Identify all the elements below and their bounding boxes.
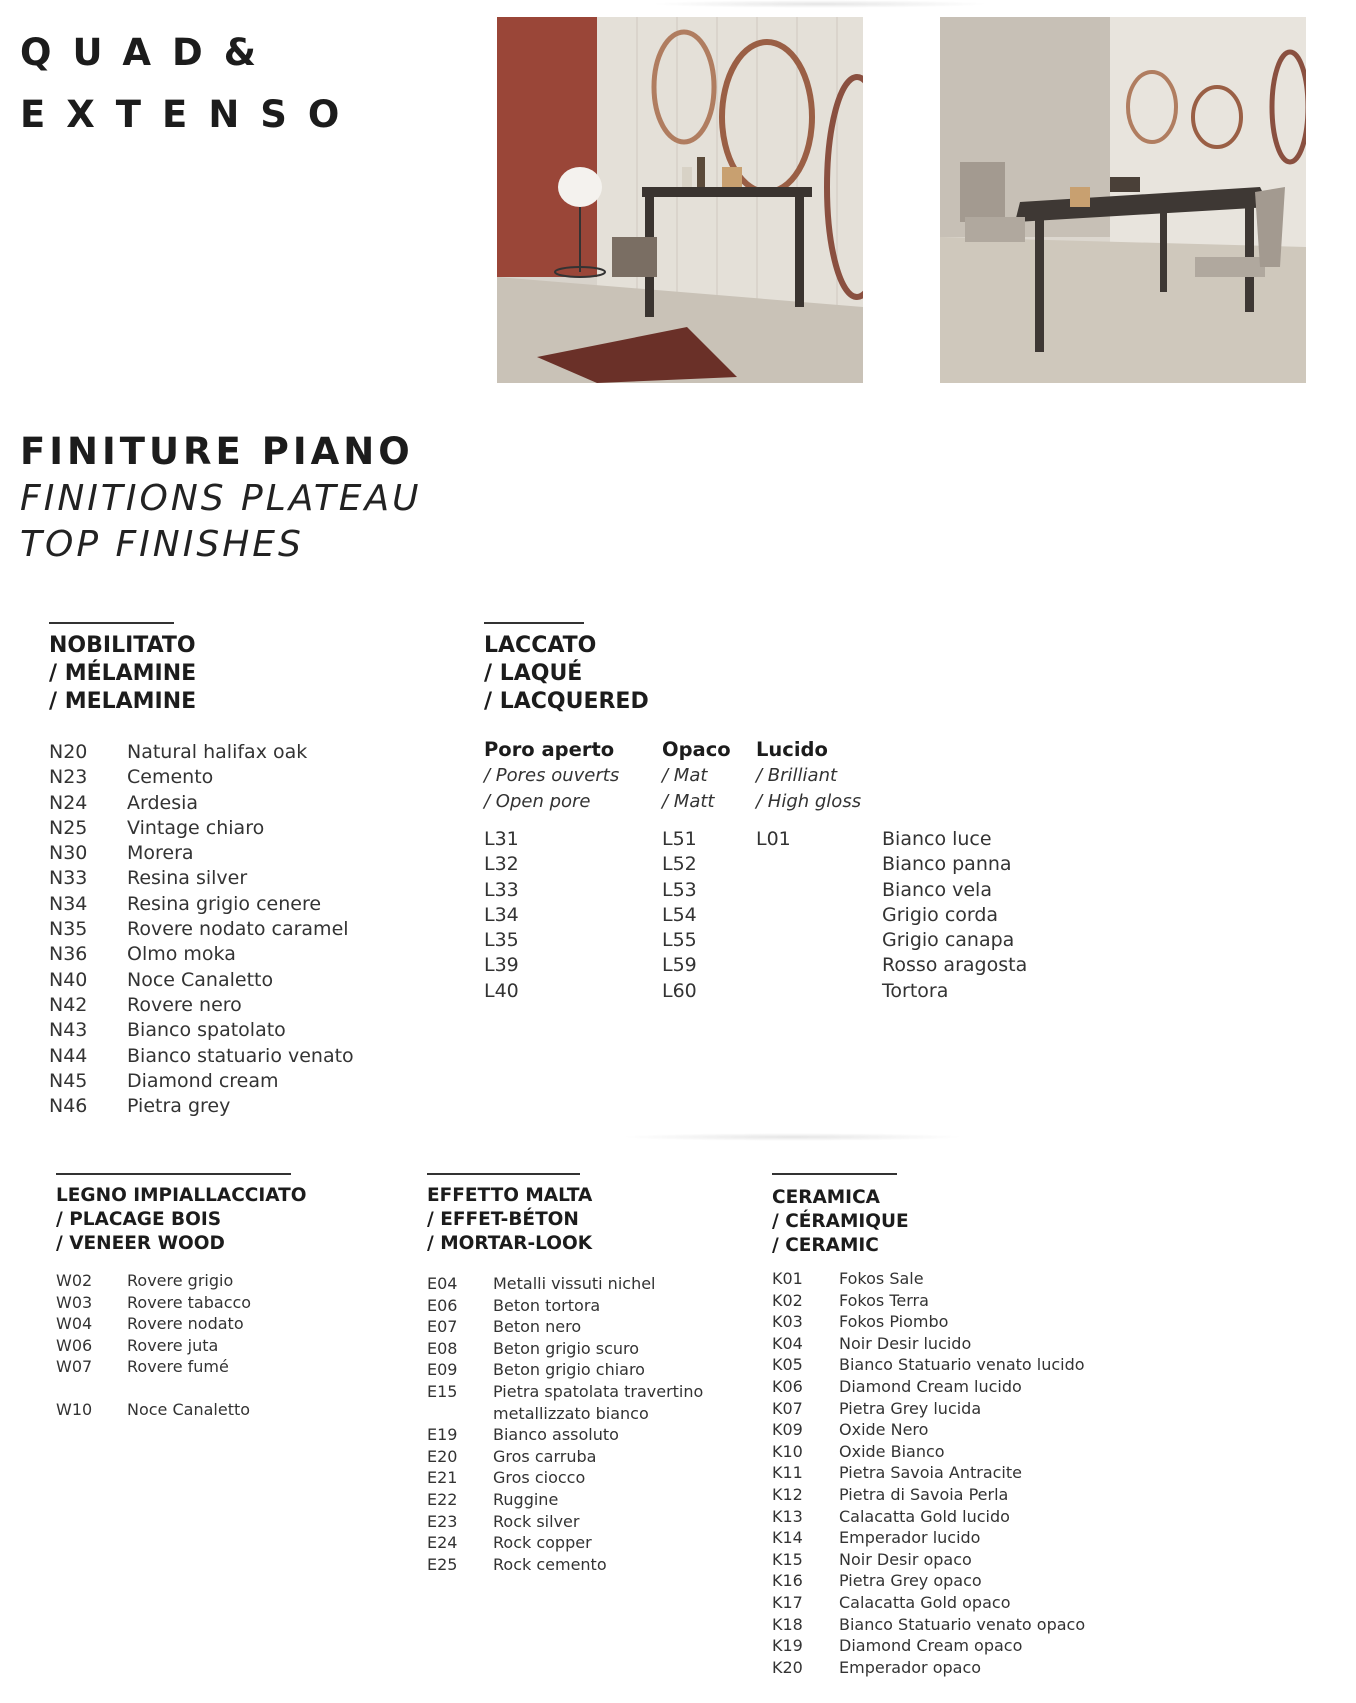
list-item: K14 Emperador lucido (772, 1528, 981, 1548)
list-item: W02 Rovere grigio (56, 1271, 234, 1290)
list-item: L34 (484, 903, 519, 926)
list-item: W04 Rovere nodato (56, 1314, 244, 1334)
extended-table-photo (940, 17, 1306, 383)
laccato-rule (484, 622, 584, 624)
list-item: N46 Pietra grey (49, 1095, 231, 1118)
list-item: Bianco luce (882, 828, 992, 850)
list-item: W10 Noce Canaletto (56, 1399, 251, 1419)
list-item: K03 Fokos Piombo (772, 1312, 949, 1332)
brand-line-2: EXTENSO (20, 93, 361, 136)
list-item: N33 Resina silver (49, 867, 248, 890)
list-item: K10 Oxide Bianco (772, 1441, 945, 1461)
malta-heading-it: EFFETTO MALTA (427, 1185, 593, 1206)
list-item: E15 Pietra spatolata travertino metallizzato bianco (427, 1381, 704, 1423)
list-item: L54 (662, 903, 697, 926)
list-item: Bianco vela (882, 878, 992, 901)
list-item: Grigio corda (882, 903, 999, 926)
list-item: W06 Rovere juta (56, 1335, 219, 1355)
list-item: L40 (484, 979, 519, 1002)
list-item: Tortora (882, 979, 949, 1002)
legno-list (56, 1270, 306, 1378)
nobilitato-list (49, 740, 354, 1119)
laccato-heading-en: / LACQUERED (484, 689, 649, 714)
list-item: E21 Gros ciocco (427, 1468, 586, 1488)
list-item: W07 Rovere fumé (56, 1357, 229, 1377)
laccato-col-title: Opaco (662, 738, 731, 761)
legno-list-extra (56, 1399, 306, 1421)
list-item: E06 Beton tortora (427, 1295, 601, 1315)
list-item: K18 Bianco Statuario venato opaco (772, 1614, 1086, 1634)
list-item: L01 (756, 828, 791, 850)
list-item: E09 Beton grigio chiaro (427, 1360, 645, 1380)
laccato-col-opaco (662, 737, 731, 1004)
list-item: N40 Noce Canaletto (49, 968, 274, 991)
nobilitato-heading-it: NOBILITATO (49, 633, 196, 658)
nobilitato-heading-fr: / MÉLAMINE (49, 661, 197, 686)
ceramica-group (772, 1186, 1085, 1678)
malta-list (427, 1273, 713, 1575)
list-item: K05 Bianco Statuario venato lucido (772, 1355, 1085, 1375)
list-item: Rosso aragosta (882, 954, 1028, 977)
list-item: N36 Olmo moka (49, 943, 236, 966)
list-item: K06 Diamond Cream lucido (772, 1376, 1022, 1396)
list-item: N44 Bianco statuario venato (49, 1044, 354, 1067)
list-item: E07 Beton nero (427, 1317, 582, 1337)
list-item: K19 Diamond Cream opaco (772, 1636, 1023, 1656)
ceramica-list (772, 1268, 1085, 1678)
laccato-col-en: / Open pore (484, 791, 591, 812)
list-item: N45 Diamond cream (49, 1069, 279, 1092)
list-item: E25 Rock cemento (427, 1554, 607, 1574)
legno-heading-en: / VENEER WOOD (56, 1233, 225, 1254)
nobilitato-heading-en: / MELAMINE (49, 689, 197, 714)
legno-group (56, 1184, 306, 1421)
list-item: K07 Pietra Grey lucida (772, 1398, 982, 1418)
laccato-col-fr: / Pores ouverts (484, 765, 620, 786)
list-item: E08 Beton grigio scuro (427, 1338, 640, 1358)
shadow-decoration (650, 0, 990, 8)
list-item: L39 (484, 954, 519, 977)
list-item: W03 Rovere tabacco (56, 1292, 252, 1312)
nobilitato-group (49, 632, 354, 1119)
malta-heading-en: / MORTAR-LOOK (427, 1233, 593, 1254)
list-item: N24 Ardesia (49, 791, 199, 814)
laccato-heading-it: LACCATO (484, 633, 597, 658)
section-heading (20, 428, 422, 568)
ceramica-heading-en: / CERAMIC (772, 1235, 879, 1256)
list-item: Bianco panna (882, 853, 1012, 876)
list-item: E19 Bianco assoluto (427, 1425, 619, 1445)
section-title-en: TOP FINISHES (20, 524, 304, 565)
nobilitato-rule (49, 622, 174, 624)
list-item: K13 Calacatta Gold lucido (772, 1506, 1010, 1526)
list-item: L53 (662, 878, 697, 901)
malta-group (427, 1184, 713, 1575)
list-item: L60 (662, 979, 697, 1002)
laccato-col-fr: / Mat (662, 765, 708, 786)
list-item: E22 Ruggine (427, 1489, 559, 1509)
list-item: E24 Rock copper (427, 1533, 592, 1553)
list-item: N20 Natural halifax oak (49, 741, 308, 763)
list-item: L51 (662, 828, 697, 850)
legno-heading-it: LEGNO IMPIALLACCIATO (56, 1185, 307, 1206)
legno-rule (56, 1173, 291, 1175)
list-item: L31 (484, 828, 519, 850)
section-title-it: FINITURE PIANO (20, 430, 414, 473)
list-item: K20 Emperador opaco (772, 1657, 982, 1677)
list-item: L55 (662, 929, 697, 952)
list-item: L35 (484, 929, 519, 952)
laccato-color-list (882, 827, 1027, 1004)
laccato-col-en: / High gloss (756, 791, 862, 812)
section-title-fr: FINITIONS PLATEAU (20, 478, 422, 519)
brand-title (20, 22, 360, 146)
list-item: K01 Fokos Sale (772, 1269, 924, 1288)
list-item: N23 Cemento (49, 766, 214, 789)
laccato-col-poro (484, 737, 619, 1004)
laccato-col-fr: / Brilliant (756, 765, 838, 786)
list-item: K02 Fokos Terra (772, 1290, 929, 1310)
list-item: N43 Bianco spatolato (49, 1019, 286, 1042)
list-item: Grigio canapa (882, 929, 1015, 952)
console-table-photo (497, 17, 863, 383)
list-item: K15 Noir Desir opaco (772, 1549, 972, 1569)
laccato-heading-fr: / LAQUÉ (484, 661, 583, 686)
list-item: E04 Metalli vissuti nichel (427, 1274, 656, 1293)
shadow-decoration (620, 1133, 965, 1141)
list-item: N35 Rovere nodato caramel (49, 918, 349, 941)
laccato-col-title: Lucido (756, 738, 828, 761)
list-item: N25 Vintage chiaro (49, 816, 265, 839)
list-item: K16 Pietra Grey opaco (772, 1571, 982, 1591)
laccato-codes-list (484, 827, 619, 1004)
list-item: K11 Pietra Savoia Antracite (772, 1463, 1022, 1483)
ceramica-rule (772, 1173, 897, 1175)
laccato-heading (484, 632, 649, 716)
list-item: K17 Calacatta Gold opaco (772, 1592, 1011, 1612)
list-item: L52 (662, 853, 697, 876)
list-item: E20 Gros carruba (427, 1446, 597, 1466)
list-item: K09 Oxide Nero (772, 1420, 929, 1440)
legno-heading-fr: / PLACAGE BOIS (56, 1209, 222, 1230)
list-item: N42 Rovere nero (49, 993, 242, 1016)
laccato-col-en: / Matt (662, 791, 715, 812)
list-item: E23 Rock silver (427, 1511, 580, 1531)
laccato-col-lucido (756, 737, 861, 852)
list-item: L33 (484, 878, 519, 901)
ceramica-heading-it: CERAMICA (772, 1187, 880, 1208)
list-item: K12 Pietra di Savoia Perla (772, 1484, 1009, 1504)
ceramica-heading-fr: / CÉRAMIQUE (772, 1211, 909, 1232)
laccato-col-title: Poro aperto (484, 738, 615, 761)
list-item: N30 Morera (49, 842, 194, 865)
laccato-codes-list (662, 827, 731, 1004)
list-item: L32 (484, 853, 519, 876)
malta-rule (427, 1173, 580, 1175)
list-item: L59 (662, 954, 697, 977)
laccato-codes-list (756, 827, 861, 852)
malta-heading-fr: / EFFET-BÉTON (427, 1209, 579, 1230)
brand-line-1: QUAD& (20, 31, 277, 74)
list-item: N34 Resina grigio cenere (49, 892, 322, 915)
list-item: K04 Noir Desir lucido (772, 1333, 972, 1353)
